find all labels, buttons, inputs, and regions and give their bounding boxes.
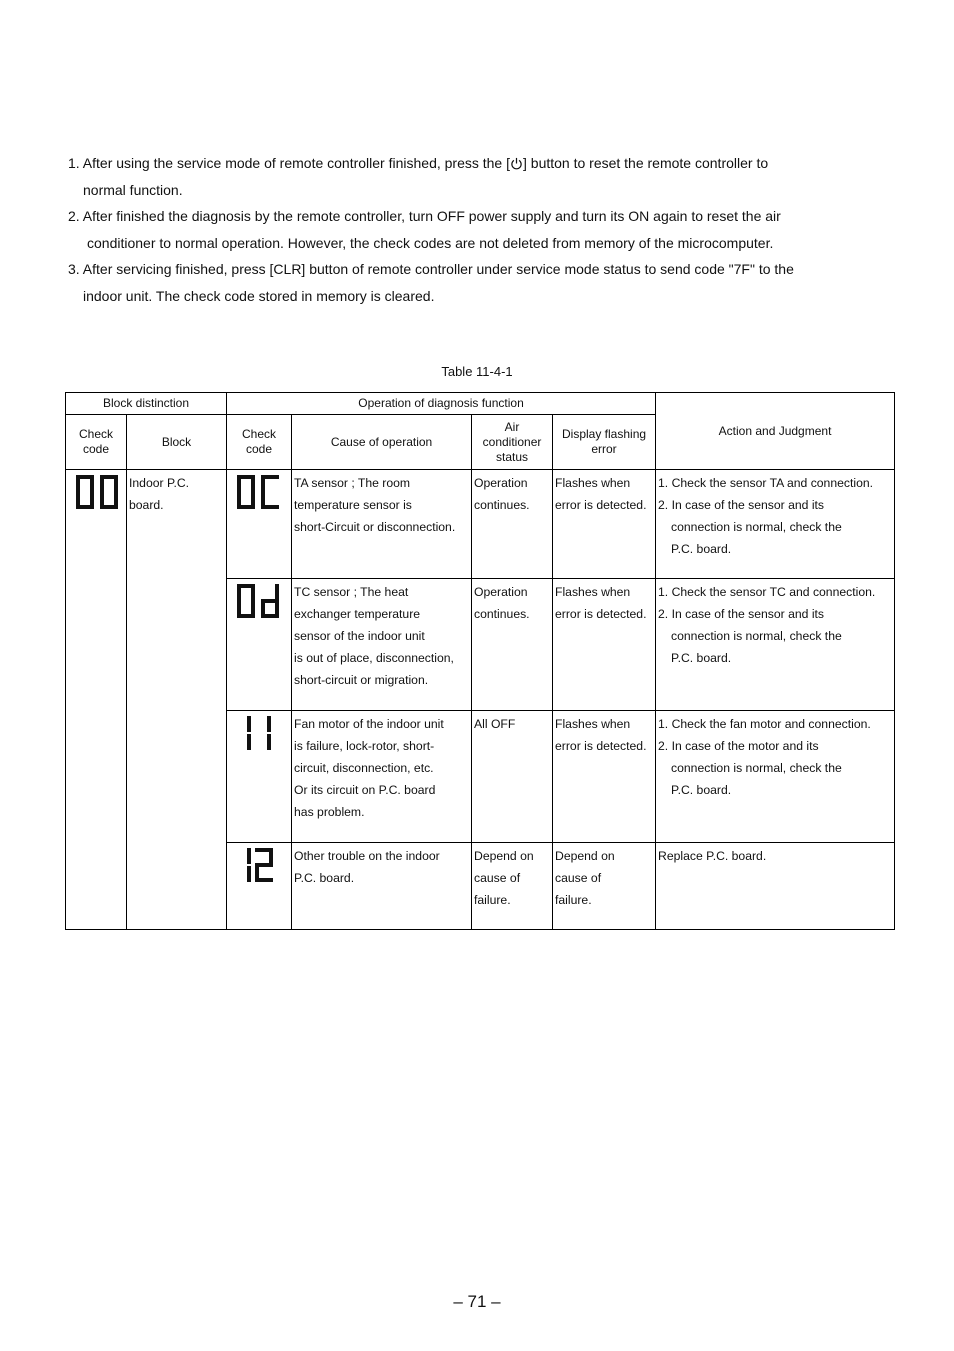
cause-cell: TC sensor ; The heat exchanger temperature sensor of the indoor unit is out of place, disconnection, short-circuit or migration.: [292, 579, 472, 711]
display-cell: Flashes when error is detected.: [553, 470, 656, 579]
note-3-cont: indoor unit. The check code stored in memory is cleared.: [83, 287, 435, 304]
table-row: [66, 470, 895, 579]
table-row: [66, 711, 895, 843]
segment-code-00: [76, 475, 118, 509]
header-ac-status: Air conditioner status: [472, 415, 553, 470]
header-operation-of-diagnosis: Operation of diagnosis function: [227, 393, 656, 415]
segment-code-12: [237, 848, 279, 882]
note-2: 2. After finished the diagnosis by the remote controller, turn OFF power supply and turn its ON again to reset the air: [68, 208, 781, 225]
check-code-cell: [227, 711, 292, 843]
status-cell: Depend on cause of failure.: [472, 843, 553, 930]
check-code-cell: [227, 843, 292, 930]
action-cell: Replace P.C. board.: [656, 843, 895, 930]
block-name-cell: Indoor P.C. board.: [127, 470, 227, 579]
header-block-distinction: Block distinction: [66, 393, 227, 415]
note-1-cont: normal function.: [83, 181, 183, 198]
header-action-and-judgment: Action and Judgment: [656, 393, 895, 470]
note-3: 3. After servicing finished, press [CLR] button of remote controller under service mode status to send code "7F" to the: [68, 261, 794, 278]
status-cell: All OFF: [472, 711, 553, 843]
action-cell: 1. Check the sensor TC and connection. 2. In case of the sensor and its connection is normal, check the P.C. board.: [656, 579, 895, 711]
segment-code-0d: [237, 584, 279, 618]
power-icon: [510, 157, 523, 170]
check-code-cell: [227, 470, 292, 579]
cause-cell: TA sensor ; The room temperature sensor is short-Circuit or disconnection.: [292, 470, 472, 579]
action-cell: 1. Check the fan motor and connection. 2. In case of the motor and its connection is normal, check the P.C. board.: [656, 711, 895, 843]
cause-cell: Other trouble on the indoor P.C. board.: [292, 843, 472, 930]
header-display: Display flashing error: [553, 415, 656, 470]
block-code-cell: [66, 470, 127, 579]
note-1: [68, 150, 868, 177]
segment-code-0C: [237, 475, 279, 509]
header-block: Block: [127, 415, 227, 470]
notes: [68, 150, 868, 310]
table-title: Table 11-4-1: [441, 364, 513, 379]
diagnosis-table: [65, 392, 895, 930]
header-block-check-code: Check code: [66, 415, 127, 470]
page-number: – 71 –: [453, 1292, 501, 1311]
status-cell: Operation continues.: [472, 579, 553, 711]
display-cell: Depend on cause of failure.: [553, 843, 656, 930]
table-row: [66, 843, 895, 930]
cause-cell: Fan motor of the indoor unit is failure, lock-rotor, short- circuit, disconnection, etc. Or its circuit on P.C. board has problem.: [292, 711, 472, 843]
display-cell: Flashes when error is detected.: [553, 711, 656, 843]
check-code-cell: [227, 579, 292, 711]
status-cell: Operation continues.: [472, 470, 553, 579]
segment-code-11: [237, 716, 279, 750]
note-1-text: 1. After using the service mode of remote controller finished, press the [: [68, 155, 510, 171]
note-1-text-end: ] button to reset the remote controller to: [523, 155, 769, 171]
display-cell: Flashes when error is detected.: [553, 579, 656, 711]
action-cell: 1. Check the sensor TA and connection. 2. In case of the sensor and its connection is normal, check the P.C. board.: [656, 470, 895, 579]
table-row: [66, 579, 895, 711]
header-op-check-code: Check code: [227, 415, 292, 470]
note-2-cont: conditioner to normal operation. However, the check codes are not deleted from memory of the microcomputer.: [87, 234, 774, 251]
header-cause: Cause of operation: [292, 415, 472, 470]
